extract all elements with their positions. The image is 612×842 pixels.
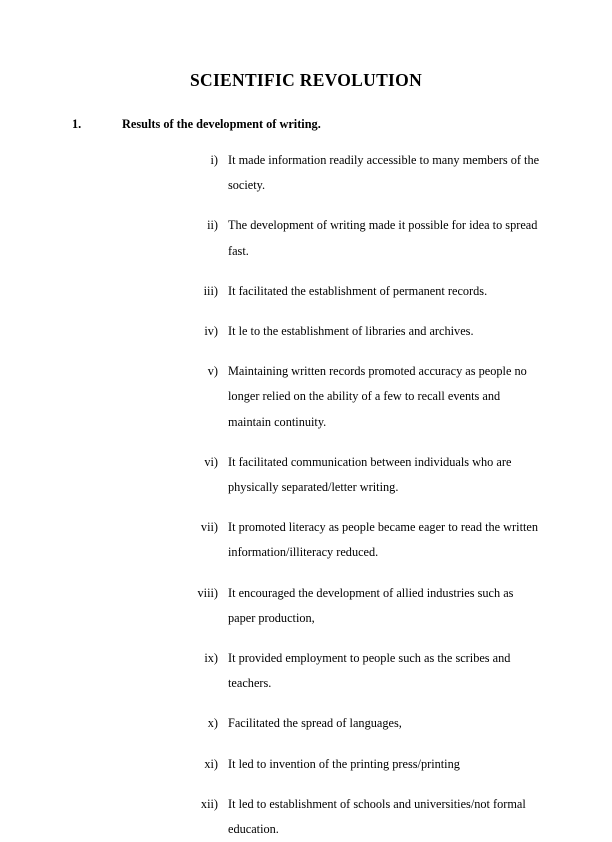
list-item-text: It led to establishment of schools and universities/not formal education. <box>228 796 526 837</box>
list-item <box>72 581 540 631</box>
list-item-marker: vi) <box>204 454 218 469</box>
list-item <box>72 148 540 198</box>
list-item <box>72 359 540 435</box>
list-item-marker: i) <box>210 153 218 167</box>
list-item-marker: x) <box>207 716 218 731</box>
section-results-of-writing <box>72 117 540 842</box>
list-item <box>72 515 540 565</box>
list-item-text: It le to the establishment of libraries and archives. <box>228 324 474 339</box>
section-heading <box>72 117 540 132</box>
list-item-text: Facilitated the spread of languages, <box>228 716 402 731</box>
section-title: Results of the development of writing. <box>122 117 321 131</box>
list-item-marker: xii) <box>200 796 218 811</box>
list-item <box>72 319 540 344</box>
list-item-text: It led to invention of the printing press/printing <box>228 756 460 771</box>
list-item-text: It facilitated the establishment of permanent records. <box>228 283 488 298</box>
list-item-marker: iii) <box>203 283 218 298</box>
page-title: SCIENTIFIC REVOLUTION <box>189 70 423 90</box>
list-item <box>72 711 540 736</box>
list-item <box>72 450 540 500</box>
list-item-text: It made information readily accessible to many members of the society. <box>228 153 540 193</box>
list-item-text: It provided employment to people such as the scribes and teachers. <box>228 651 511 691</box>
list-item <box>72 646 540 696</box>
list-item-marker: ii) <box>207 218 218 233</box>
numbered-list <box>72 148 540 842</box>
list-item-marker: v) <box>207 364 218 379</box>
list-item-text: It promoted literacy as people became eager to read the written information/illiteracy reduced. <box>228 520 539 560</box>
list-item <box>72 792 540 842</box>
list-item <box>72 279 540 304</box>
list-item-marker: ix) <box>204 651 218 666</box>
section-number: 1. <box>72 117 82 131</box>
list-item-marker: xi) <box>204 756 218 771</box>
list-item-marker: iv) <box>204 324 218 339</box>
list-item-text: It encouraged the development of allied industries such as paper production, <box>228 585 514 625</box>
list-item-text: Maintaining written records promoted accuracy as people no longer relied on the ability of a few to recall events and maintain continuity. <box>228 364 527 429</box>
list-item-marker: vii) <box>200 520 218 535</box>
list-item <box>72 213 540 263</box>
list-item <box>72 752 540 777</box>
list-item-text: The development of writing made it possible for idea to spread fast. <box>228 218 538 258</box>
list-item-marker: viii) <box>197 585 218 600</box>
list-item-text: It facilitated communication between individuals who are physically separated/letter writing. <box>228 454 512 495</box>
